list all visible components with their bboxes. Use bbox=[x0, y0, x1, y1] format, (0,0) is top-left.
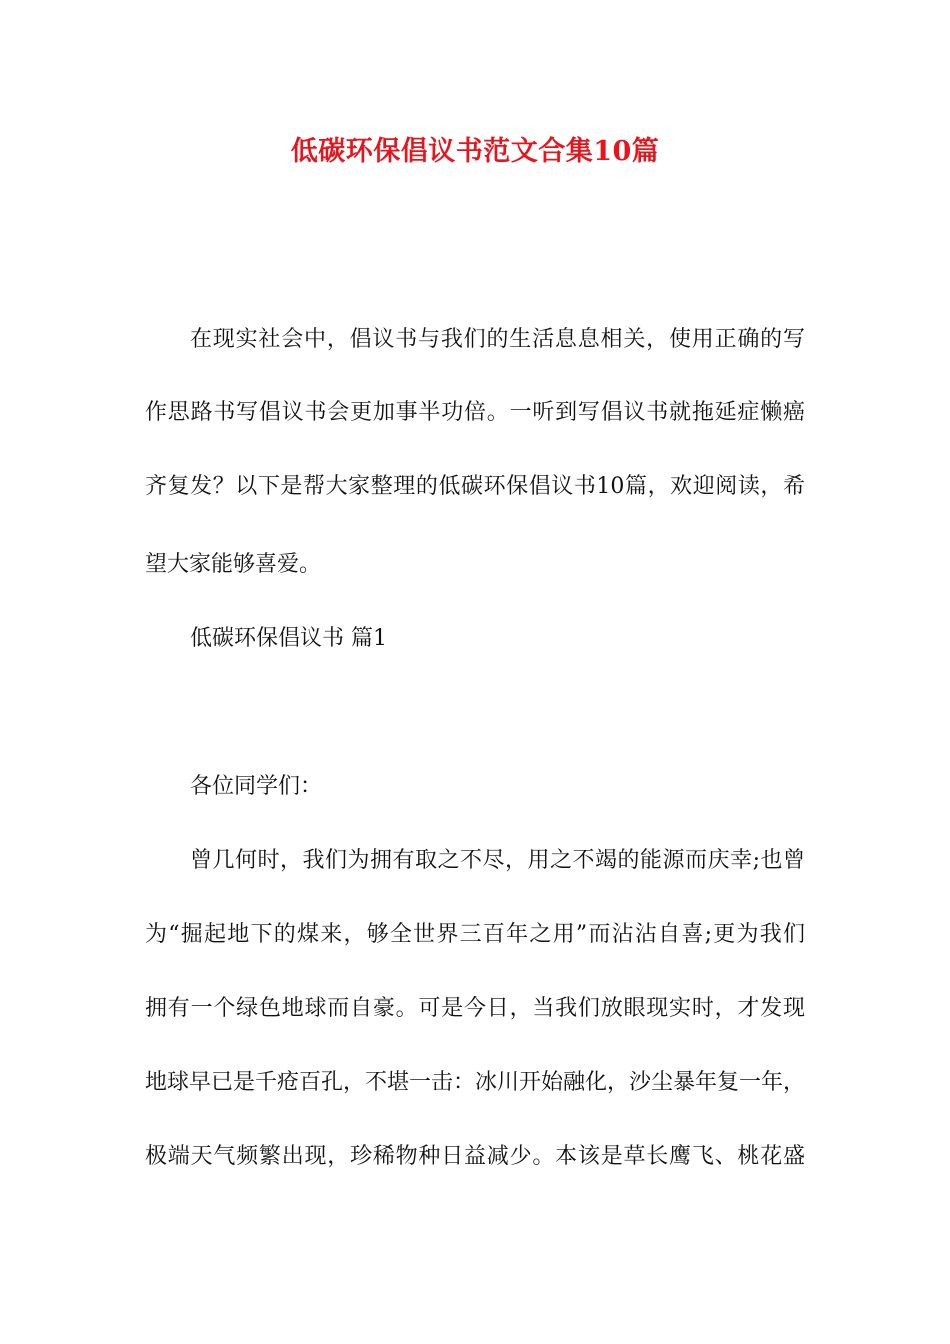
section-heading: 低碳环保倡议书 篇1 bbox=[190, 626, 387, 651]
intro-line-1: 在现实社会中，倡议书与我们的生活息息相关，使用正确的写 bbox=[190, 327, 805, 352]
body-line-4: 地球早已是千疮百孔，不堪一击：冰川开始融化，沙尘暴年复一年， bbox=[145, 1070, 806, 1095]
document-title: 低碳环保倡议书范文合集10篇 bbox=[290, 136, 660, 167]
intro-line-4: 望大家能够喜爱。 bbox=[145, 552, 322, 577]
body-line-2: 为“掘起地下的煤来，够全世界三百年之用”而沾沾自喜;更为我们 bbox=[145, 922, 805, 947]
salutation: 各位同学们： bbox=[190, 774, 323, 799]
body-line-5: 极端天气频繁出现，珍稀物种日益减少。本该是草长鹰飞、桃花盛 bbox=[145, 1144, 805, 1169]
intro-line-3: 齐复发？以下是帮大家整理的低碳环保倡议书10篇，欢迎阅读，希 bbox=[145, 474, 805, 499]
intro-line-2: 作思路书写倡议书会更加事半功倍。一听到写倡议书就拖延症懒癌 bbox=[145, 400, 805, 425]
body-line-3: 拥有一个绿色地球而自豪。可是今日，当我们放眼现实时，才发现 bbox=[145, 996, 805, 1021]
body-line-1: 曾几何时，我们为拥有取之不尽，用之不竭的能源而庆幸;也曾 bbox=[190, 848, 805, 873]
